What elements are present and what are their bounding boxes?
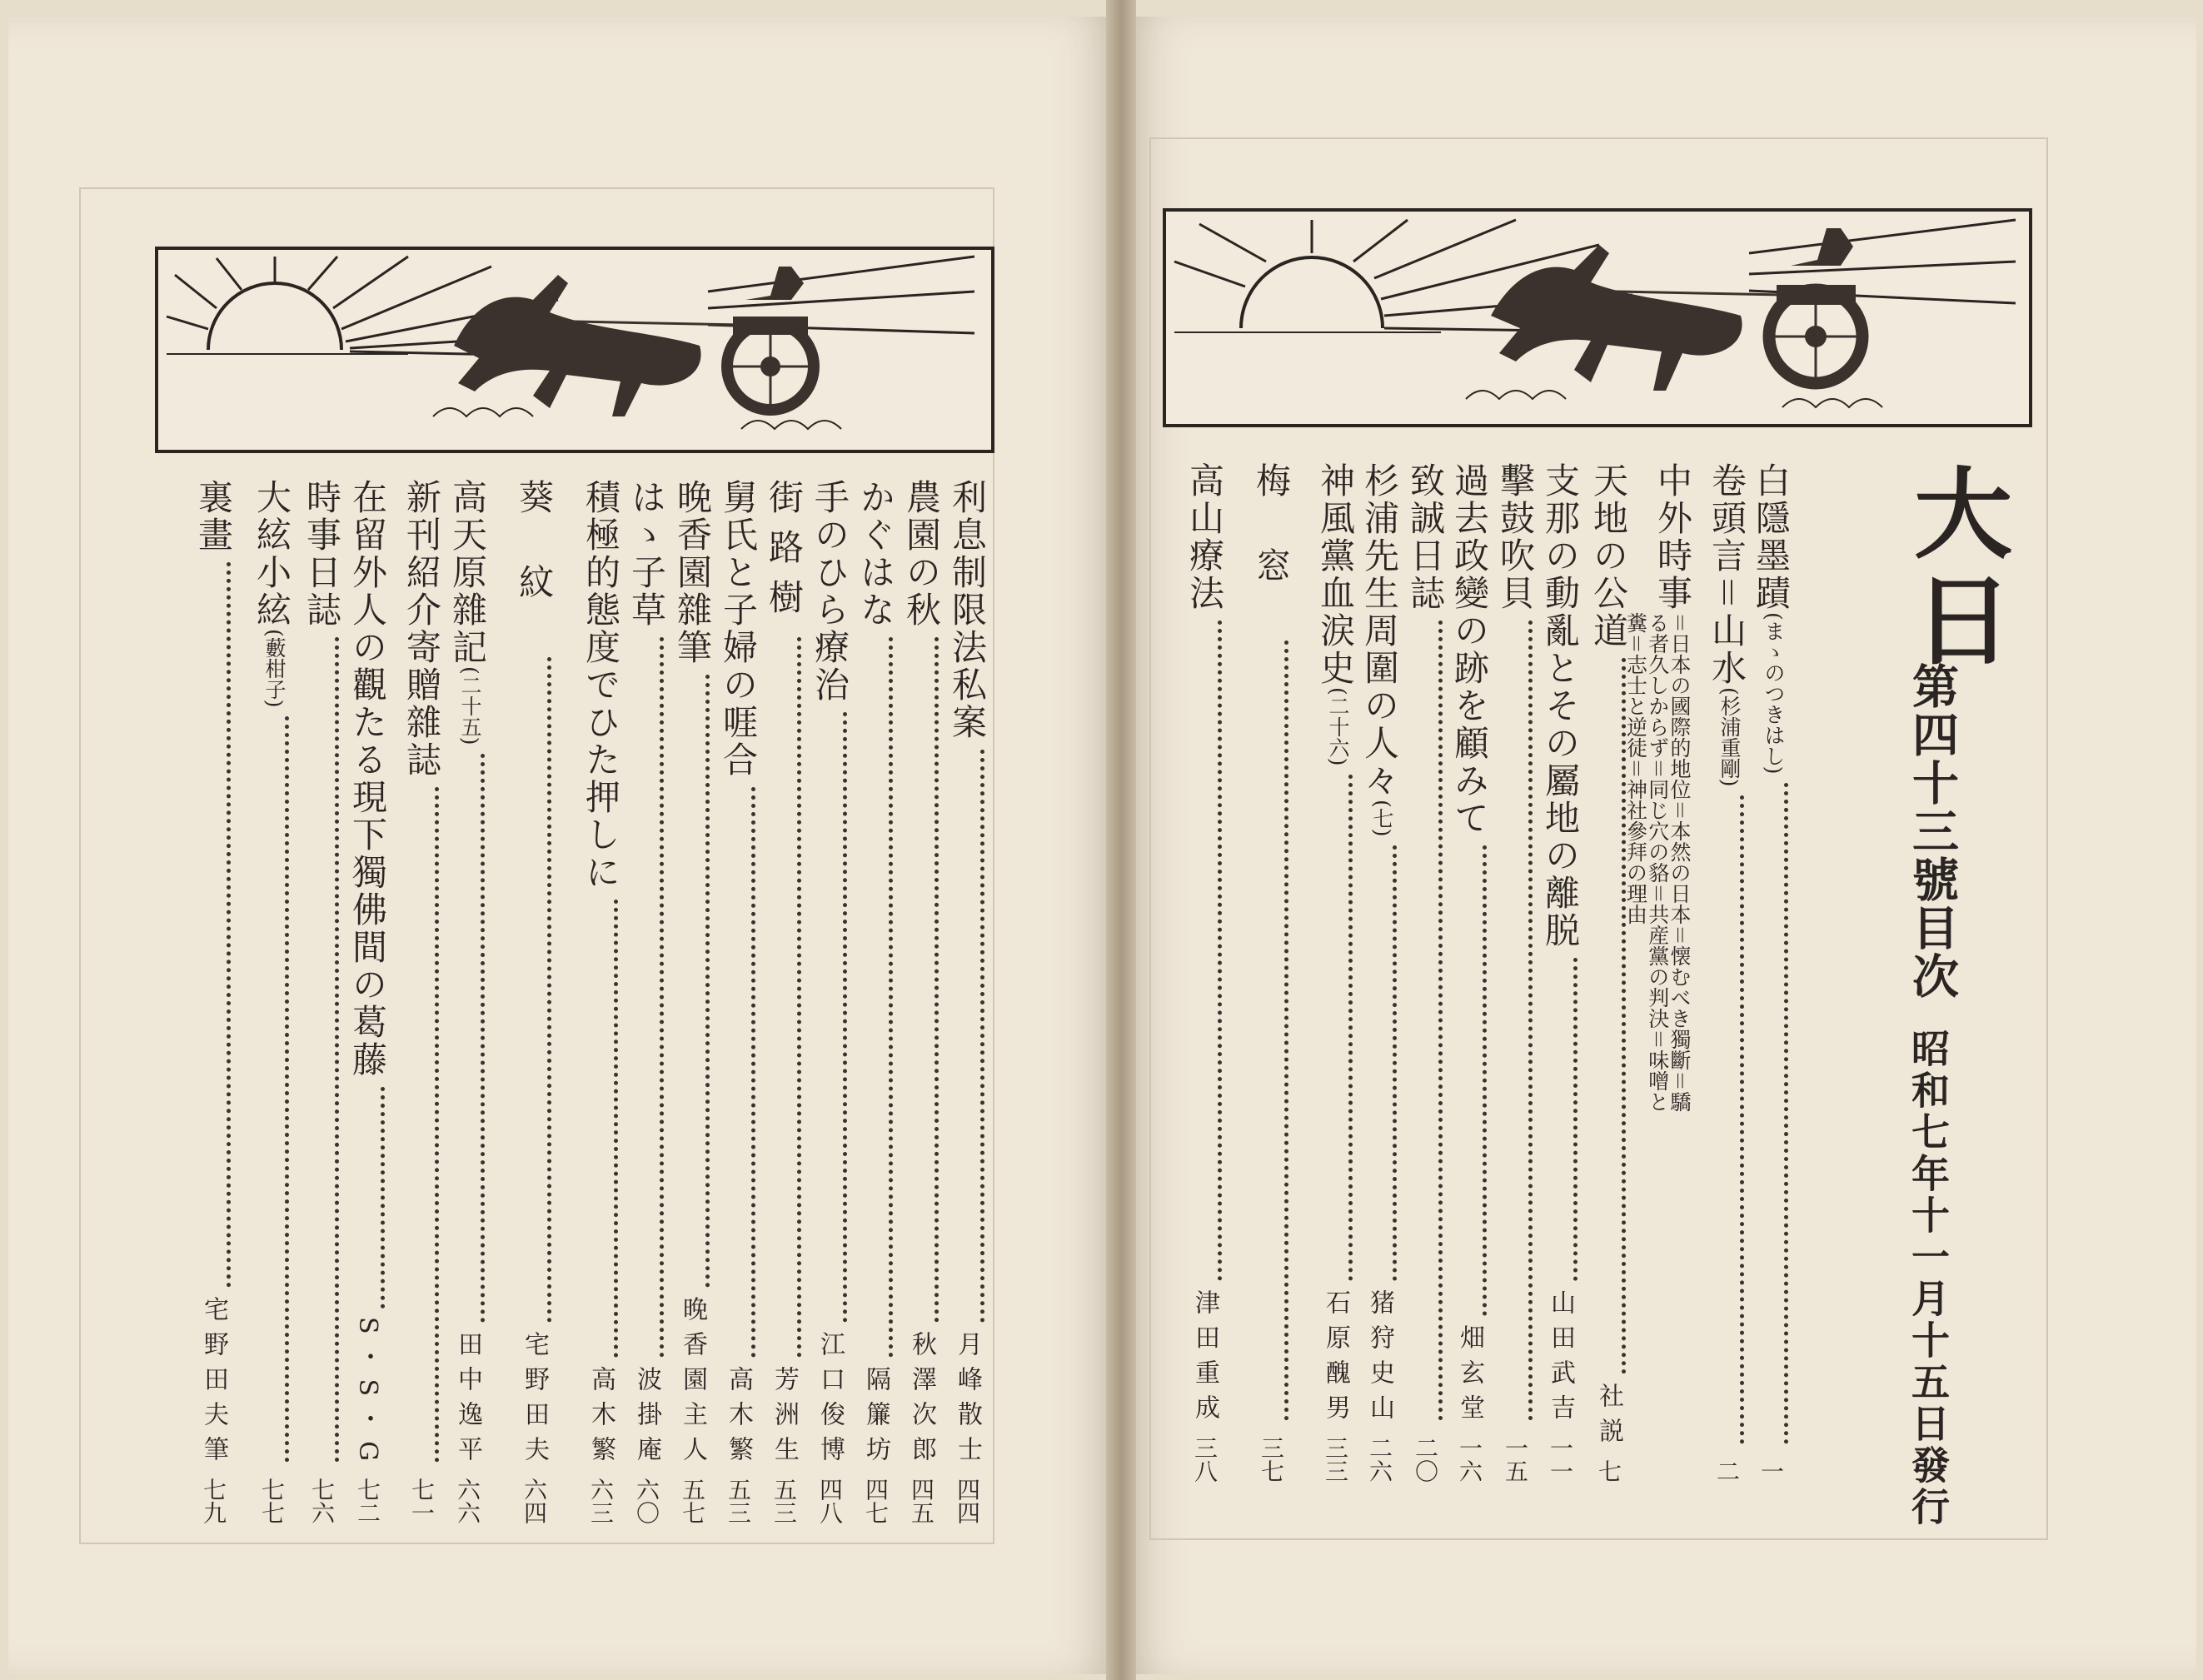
toc-entry: 高山療法 津田重成 三八	[1184, 462, 1225, 1483]
dot-leader	[751, 787, 755, 1358]
dot-leader	[1393, 845, 1397, 1281]
dot-leader	[1622, 658, 1626, 1374]
toc-entry: 支那の動亂とその屬地の離脱 山田武吉 一一	[1540, 462, 1581, 1483]
dot-leader	[660, 637, 664, 1358]
toc-entry: 手のひら療治 江口俊博 四八	[810, 479, 850, 1524]
toc-entry: 在留外人の觀たる現下獨佛間の葛藤 S・S・G 七二	[347, 479, 388, 1524]
dot-leader	[335, 637, 339, 1463]
toc-entry: 白隱墨蹟 (まゝのつきはし) 一	[1751, 462, 1792, 1483]
dot-leader	[227, 562, 231, 1288]
toc-entry: かぐはな 隔簾坊 四七	[855, 479, 896, 1524]
chariot-sunrise-banner-left	[155, 247, 994, 453]
dot-leader	[1348, 775, 1353, 1281]
dot-leader	[285, 716, 289, 1463]
dot-leader	[1573, 958, 1577, 1281]
toc-entry: 晚香園雜筆 晚香園主人 五七	[672, 479, 713, 1524]
toc-entry: 街路樹 芳洲生 五三	[764, 479, 805, 1524]
dot-leader	[1438, 621, 1443, 1421]
dot-leader	[1218, 621, 1222, 1281]
dot-leader	[1784, 783, 1788, 1444]
toc-entry: 杉浦先生周圍の人々 (七) 猪狩史山 二六	[1359, 462, 1400, 1483]
issue-date: 昭和七年十一月十五日發行	[1906, 1029, 1951, 1528]
dot-leader	[1284, 641, 1288, 1421]
toc-entry: 過去政變の跡を顧みて 畑玄堂 一六	[1449, 462, 1490, 1483]
dot-leader	[547, 657, 551, 1323]
toc-entry: 時事日誌 七六	[302, 479, 342, 1524]
dot-leader	[381, 1087, 385, 1309]
dot-leader	[614, 900, 618, 1358]
dot-leader	[935, 637, 939, 1323]
chariot-sunrise-banner-right	[1163, 208, 2032, 427]
toc-entry: 大絃小絃 (藪柑子) 七七	[252, 479, 292, 1524]
toc-entry: 擊鼓吹貝 一五	[1495, 462, 1536, 1483]
issue-title: 第四十三號目次	[1905, 662, 1960, 1000]
toc-entry: 農園の秋 秋澤次郎 四五	[901, 479, 942, 1524]
toc-entry: 新刊紹介寄贈雜誌 七一	[401, 479, 442, 1524]
dot-leader	[1483, 845, 1487, 1316]
book-gutter	[1106, 0, 1136, 1680]
dot-leader	[980, 750, 984, 1323]
toc-entry: 積極的態度でひた押しに 高木繁 六三	[581, 479, 621, 1524]
toc-entry: 天地の公道 社説 七	[1588, 462, 1629, 1483]
dot-leader	[843, 712, 847, 1323]
toc-entry: 葵紋 宅野田夫 六四	[514, 479, 555, 1524]
toc-entry: 卷頭言＝山水 (杉浦重剛) 二	[1707, 462, 1747, 1483]
chariot-sunrise-illustration	[1166, 212, 2029, 424]
dot-leader	[435, 787, 439, 1463]
toc-entry: 利息制限法私案 月峰散士 四四	[947, 479, 988, 1524]
dot-leader	[889, 637, 893, 1358]
toc-entry: はゝ子草 波掛庵 六〇	[626, 479, 667, 1524]
toc-entry: 中外時事 ＝日本の國際的地位＝本然の日本＝懐むべき獨斷＝驕る者久しからず＝同じ穴の貉＝共産黨の判決＝味噌と糞＝志士と逆徒＝神社參拜の理由	[1623, 462, 1693, 1113]
toc-entry: 高天原雜記 (二十五) 田中逸平 六六	[447, 479, 488, 1524]
dot-leader	[1740, 795, 1744, 1444]
dot-leader	[797, 637, 801, 1358]
toc-entry: 梅窓 三七	[1251, 462, 1292, 1483]
dot-leader	[705, 675, 710, 1288]
toc-entry: 神風黨血涙史 (二十六) 石原醜男 三三	[1315, 462, 1356, 1483]
dot-leader	[481, 754, 485, 1323]
toc-entry: 舅氏と子婦の啀合 高木繁 五三	[718, 479, 759, 1524]
chariot-sunrise-illustration	[158, 250, 991, 450]
magazine-title: 大日	[1897, 462, 2013, 675]
toc-entry: 致誠日誌 二〇	[1405, 462, 1446, 1483]
toc-entry: 裏畫 宅野田夫筆 七九	[193, 479, 234, 1524]
dot-leader	[1528, 621, 1533, 1421]
